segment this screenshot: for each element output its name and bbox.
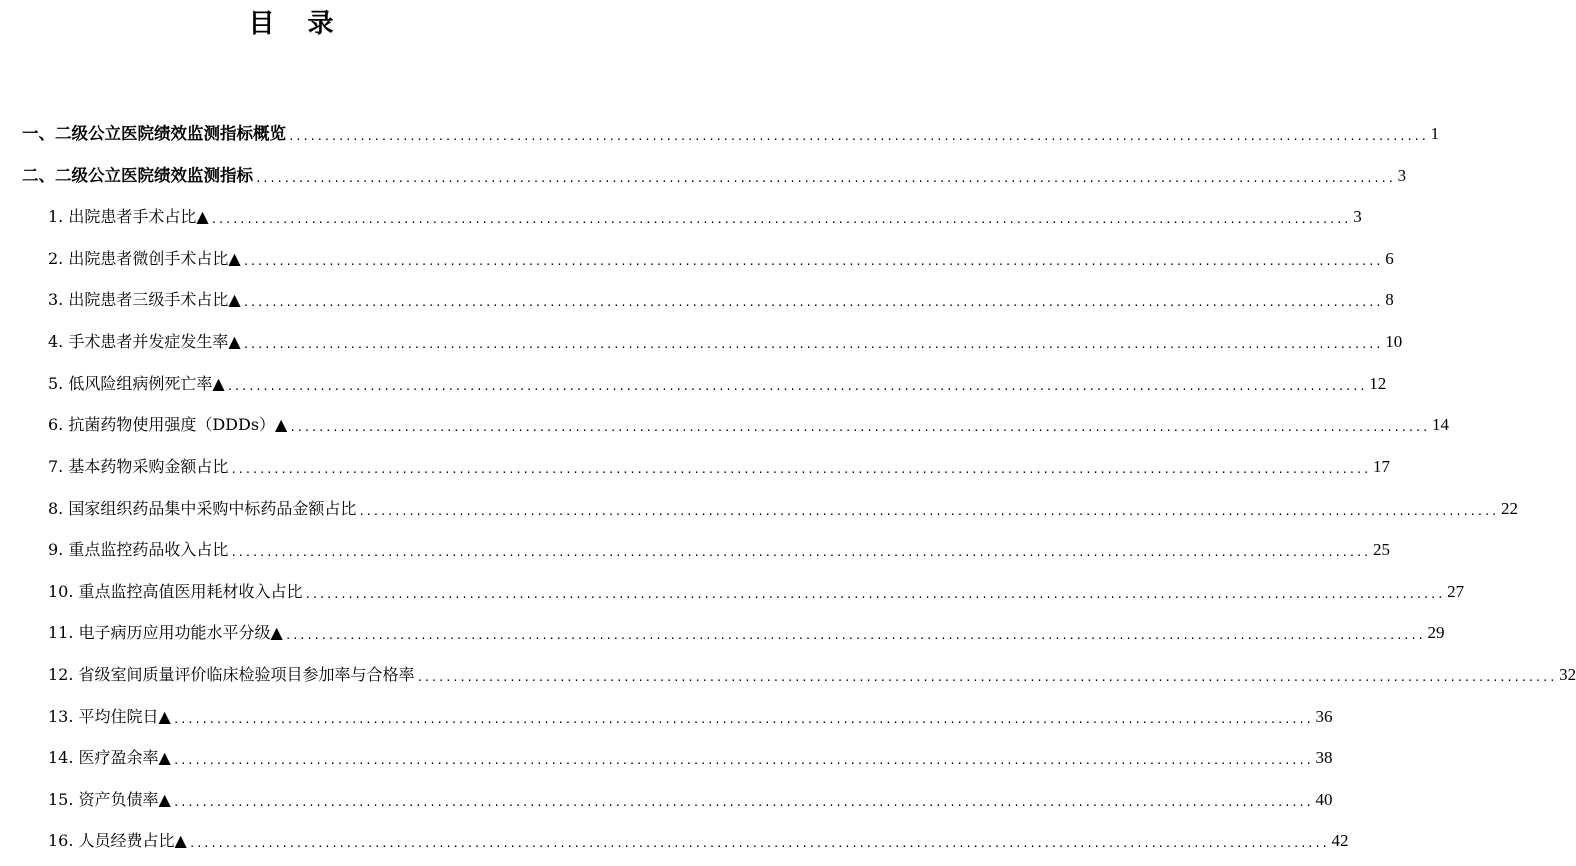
toc-entry-page: 25: [1372, 540, 1390, 559]
toc-entry-page: 8: [1385, 290, 1394, 309]
toc-entry[interactable]: [48, 662, 1576, 688]
toc-entry-page: 10: [1385, 332, 1403, 351]
toc-entry-label: 1. 出院患者手术占比▲: [48, 207, 209, 226]
toc-entry-page: 1: [1430, 124, 1440, 143]
dot-leader: ................................................................................................................................................................: [358, 505, 1498, 518]
page-title: 目 录: [248, 9, 346, 39]
toc-entry-page: 29: [1427, 623, 1445, 642]
toc-entry-label: 8. 国家组织药品集中采购中标药品金额占比: [48, 499, 357, 518]
dot-leader: ................................................................................................................................................................: [172, 796, 1313, 809]
toc-entry-label: 13. 平均住院日▲: [48, 707, 171, 726]
dot-leader: ................................................................................................................................................................: [188, 837, 1329, 850]
toc-entry-page: 3: [1397, 166, 1407, 185]
toc-entry-page: 36: [1315, 707, 1333, 726]
toc-entry-page: 40: [1315, 790, 1333, 809]
dot-leader: ................................................................................................................................................................: [172, 754, 1313, 767]
toc-entry[interactable]: [48, 745, 1333, 771]
dot-leader: ................................................................................................................................................................: [210, 213, 1351, 226]
dot-leader: ................................................................................................................................................................: [416, 671, 1557, 684]
toc-entry[interactable]: [48, 204, 1362, 230]
dot-leader: ................................................................................................................................................................: [304, 588, 1445, 601]
toc-entry-page: 12: [1369, 374, 1387, 393]
toc-entry[interactable]: [48, 496, 1518, 522]
dot-leader: ................................................................................................................................................................: [255, 172, 1395, 185]
toc-entry-label: 10. 重点监控高值医用耗材收入占比: [48, 582, 303, 601]
toc-entry-label: 12. 省级室间质量评价临床检验项目参加率与合格率: [48, 665, 415, 684]
toc-entry-label: 二、二级公立医院绩效监测指标: [22, 166, 253, 185]
toc-entry-label: 9. 重点监控药品收入占比: [48, 540, 229, 559]
toc-entry-label: 2. 出院患者微创手术占比▲: [48, 249, 241, 268]
toc-entry-page: 14: [1431, 415, 1449, 434]
toc-entry-label: 4. 手术患者并发症发生率▲: [48, 332, 241, 351]
toc-entry[interactable]: [48, 412, 1449, 438]
toc-entry-label: 11. 电子病历应用功能水平分级▲: [48, 623, 283, 642]
toc-entry-label: 14. 医疗盈余率▲: [48, 748, 171, 767]
toc-entry[interactable]: [48, 787, 1333, 813]
toc-entry[interactable]: [48, 454, 1390, 480]
toc-entry[interactable]: [48, 620, 1445, 646]
toc-entry[interactable]: [22, 121, 1440, 147]
toc-entry-label: 5. 低风险组病例死亡率▲: [48, 374, 225, 393]
dot-leader: ................................................................................................................................................................: [226, 380, 1367, 393]
toc-entry-page: 3: [1353, 207, 1362, 226]
toc-entry-label: 一、二级公立医院绩效监测指标概览: [22, 124, 286, 143]
dot-leader: ................................................................................................................................................................: [242, 255, 1383, 268]
toc-entry-page: 32: [1559, 665, 1576, 684]
dot-leader: ................................................................................................................................................................: [284, 629, 1425, 642]
dot-leader: ................................................................................................................................................................: [242, 338, 1383, 351]
dot-leader: ................................................................................................................................................................: [230, 463, 1370, 476]
dot-leader: ................................................................................................................................................................: [230, 546, 1370, 559]
toc-entry[interactable]: [48, 828, 1349, 854]
toc-entry-page: 22: [1500, 499, 1518, 518]
toc-entry[interactable]: [22, 163, 1407, 189]
toc-entry-label: 15. 资产负债率▲: [48, 790, 171, 809]
toc-entry[interactable]: [48, 704, 1333, 730]
dot-leader: ................................................................................................................................................................: [288, 130, 1428, 143]
toc-entry-page: 6: [1385, 249, 1394, 268]
toc-entry[interactable]: [48, 579, 1465, 605]
dot-leader: ................................................................................................................................................................: [289, 421, 1429, 434]
toc-entry[interactable]: [48, 246, 1394, 272]
toc-entry-label: 16. 人员经费占比▲: [48, 831, 187, 850]
toc-entry-label: 6. 抗菌药物使用强度（DDDs）▲: [48, 415, 288, 434]
toc-entry-page: 42: [1331, 831, 1349, 850]
toc-entry[interactable]: [48, 371, 1387, 397]
dot-leader: ................................................................................................................................................................: [172, 713, 1313, 726]
toc-entry-page: 27: [1447, 582, 1465, 601]
toc-entry-page: 17: [1372, 457, 1390, 476]
toc-entry-page: 38: [1315, 748, 1333, 767]
toc-entry[interactable]: [48, 329, 1403, 355]
toc-entry-label: 3. 出院患者三级手术占比▲: [48, 290, 241, 309]
toc-entry-label: 7. 基本药物采购金额占比: [48, 457, 229, 476]
toc-entry[interactable]: [48, 287, 1394, 313]
dot-leader: ................................................................................................................................................................: [242, 296, 1383, 309]
toc-entry[interactable]: [48, 537, 1390, 563]
